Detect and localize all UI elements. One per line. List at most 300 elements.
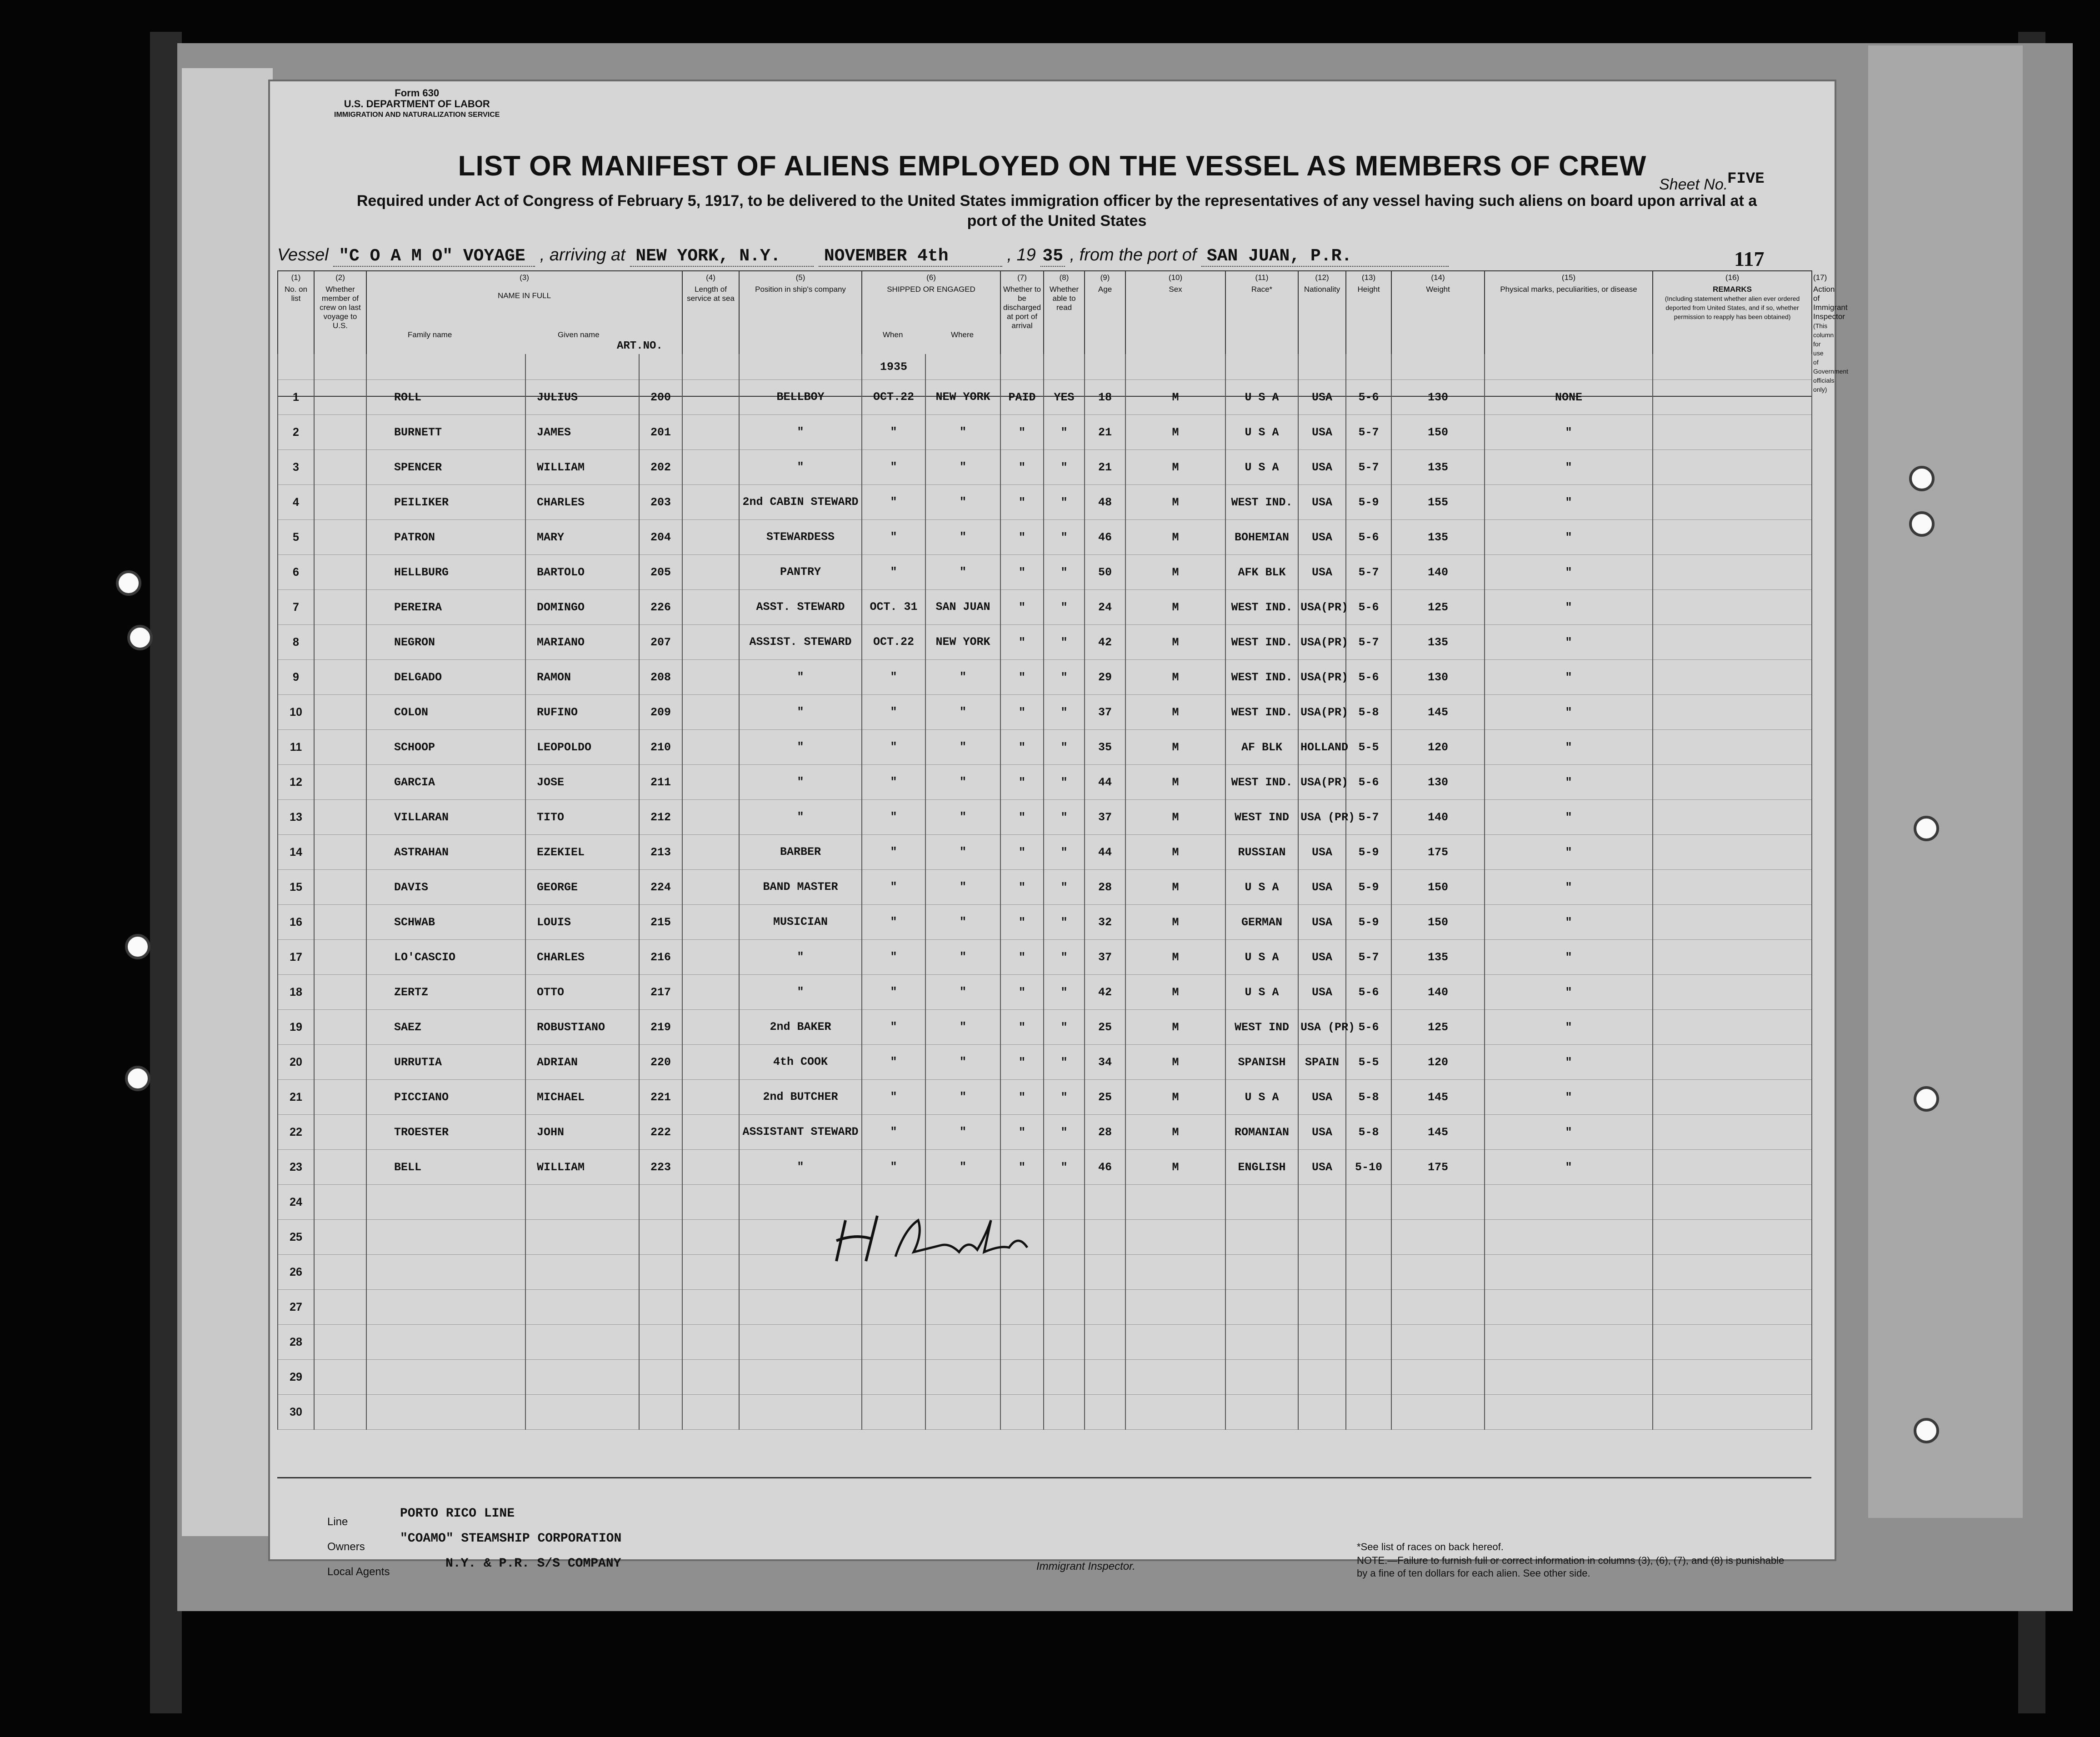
race: AF BLK [1225, 730, 1298, 765]
blank-row [278, 1185, 1812, 1220]
race: ROMANIAN [1225, 1115, 1298, 1150]
shipped-where: " [925, 695, 1000, 730]
empty-cell [525, 1360, 639, 1395]
empty-cell [1225, 1290, 1298, 1325]
empty-cell [1125, 1290, 1225, 1325]
sheet-number-label: Sheet No. [1659, 176, 1728, 193]
discharged: " [1000, 1045, 1044, 1080]
age: 25 [1085, 1010, 1125, 1045]
race: WEST IND. [1225, 590, 1298, 625]
empty-cell [1225, 1220, 1298, 1255]
shipped-when: " [862, 660, 925, 695]
discharged: " [1000, 765, 1044, 800]
crew-row [278, 485, 1812, 520]
art-number: 211 [639, 765, 682, 800]
sex: M [1125, 660, 1225, 695]
physical-marks: " [1485, 765, 1653, 800]
remarks-cell [1653, 800, 1812, 835]
crew-row [278, 1150, 1812, 1185]
remarks-cell [1653, 940, 1812, 975]
footer-owners-value: "COAMO" STEAMSHIP CORPORATION [400, 1532, 622, 1546]
shipped-where: " [925, 730, 1000, 765]
shipped-when: " [862, 450, 925, 485]
race: WEST IND. [1225, 485, 1298, 520]
row-number: 11 [278, 730, 314, 765]
discharged: " [1000, 485, 1044, 520]
row-number: 19 [278, 1010, 314, 1045]
blank-row [278, 1255, 1812, 1290]
empty-cell [525, 1220, 639, 1255]
binder-strip-left [182, 68, 273, 1536]
position: " [739, 765, 862, 800]
last-voyage-cell [314, 975, 366, 1010]
last-voyage-cell [314, 415, 366, 450]
row-number: 6 [278, 555, 314, 590]
able-to-read: " [1044, 695, 1085, 730]
crew-table [277, 354, 1812, 1430]
family-name: SPENCER [366, 450, 525, 485]
crew-row [278, 905, 1812, 940]
sex: M [1125, 1150, 1225, 1185]
empty-cell [1044, 1325, 1085, 1360]
empty-cell [1000, 1325, 1044, 1360]
family-name: BURNETT [366, 415, 525, 450]
blank-row [278, 1395, 1812, 1430]
position: 2nd CABIN STEWARD [739, 485, 862, 520]
empty-cell [525, 1185, 639, 1220]
art-number: 201 [639, 415, 682, 450]
empty-cell [1653, 1220, 1812, 1255]
race: SPANISH [1225, 1045, 1298, 1080]
empty-cell [525, 1325, 639, 1360]
agency-line-1: U.S. DEPARTMENT OF LABOR [344, 98, 490, 110]
last-voyage-cell [314, 695, 366, 730]
family-name: SCHWAB [366, 905, 525, 940]
service-length-cell [682, 835, 739, 870]
given-name: ROBUSTIANO [525, 1010, 639, 1045]
last-voyage-cell [314, 800, 366, 835]
empty-cell [1346, 1360, 1391, 1395]
row-number: 13 [278, 800, 314, 835]
sex: M [1125, 555, 1225, 590]
shipped-when: " [862, 905, 925, 940]
nationality: USA [1298, 450, 1346, 485]
weight: 175 [1391, 835, 1485, 870]
art-number: 202 [639, 450, 682, 485]
empty-cell [1346, 1290, 1391, 1325]
service-length-cell [682, 660, 739, 695]
shipped-when: " [862, 870, 925, 905]
service-length-cell [682, 1115, 739, 1150]
header-sex: (10) Sex [1125, 271, 1225, 396]
remarks-cell [1653, 975, 1812, 1010]
race: ENGLISH [1225, 1150, 1298, 1185]
empty-cell [639, 1255, 682, 1290]
shipped-where: " [925, 975, 1000, 1010]
weight: 140 [1391, 555, 1485, 590]
race: WEST IND. [1225, 625, 1298, 660]
sex: M [1125, 380, 1225, 415]
discharged: " [1000, 800, 1044, 835]
header-age: (9) Age [1085, 271, 1125, 396]
weight: 135 [1391, 625, 1485, 660]
empty-cell [1298, 1290, 1346, 1325]
sex: M [1125, 1115, 1225, 1150]
given-name: GEORGE [525, 870, 639, 905]
nationality: USA [1298, 1150, 1346, 1185]
empty-cell [1225, 1325, 1298, 1360]
able-to-read: " [1044, 765, 1085, 800]
position: BAND MASTER [739, 870, 862, 905]
empty-cell [682, 1290, 739, 1325]
position: MUSICIAN [739, 905, 862, 940]
row-number: 15 [278, 870, 314, 905]
art-number: 217 [639, 975, 682, 1010]
empty-cell [1298, 1360, 1346, 1395]
binder-hole [1909, 466, 1935, 491]
position: 2nd BUTCHER [739, 1080, 862, 1115]
empty-cell [1085, 1325, 1125, 1360]
physical-marks: NONE [1485, 380, 1653, 415]
shipped-where: " [925, 765, 1000, 800]
service-length-cell [682, 975, 739, 1010]
family-name: TROESTER [366, 1115, 525, 1150]
age: 34 [1085, 1045, 1125, 1080]
footer-line-label: Line [327, 1516, 348, 1528]
given-name: ADRIAN [525, 1045, 639, 1080]
row-number: 4 [278, 485, 314, 520]
shipped-when: " [862, 940, 925, 975]
age: 35 [1085, 730, 1125, 765]
able-to-read: " [1044, 905, 1085, 940]
physical-marks: " [1485, 835, 1653, 870]
remarks-cell [1653, 555, 1812, 590]
empty-cell [862, 1360, 925, 1395]
discharged: " [1000, 835, 1044, 870]
empty-cell [1085, 1290, 1125, 1325]
remarks-cell [1653, 415, 1812, 450]
nationality: USA [1298, 1115, 1346, 1150]
crew-row [278, 520, 1812, 555]
sex: M [1125, 975, 1225, 1010]
position: " [739, 695, 862, 730]
age: 42 [1085, 975, 1125, 1010]
race: WEST IND. [1225, 660, 1298, 695]
family-name: PEILIKER [366, 485, 525, 520]
age: 44 [1085, 765, 1125, 800]
empty-cell [1044, 1185, 1085, 1220]
height: 5-7 [1346, 940, 1391, 975]
empty-cell [1485, 1220, 1653, 1255]
empty-cell [1485, 1255, 1653, 1290]
empty-cell [366, 1395, 525, 1430]
blank-row [278, 1290, 1812, 1325]
last-voyage-cell [314, 555, 366, 590]
position: BELLBOY [739, 380, 862, 415]
empty-cell [1653, 1360, 1812, 1395]
height: 5-6 [1346, 590, 1391, 625]
physical-marks: " [1485, 870, 1653, 905]
physical-marks: " [1485, 520, 1653, 555]
remarks-cell [1653, 905, 1812, 940]
given-name: MARY [525, 520, 639, 555]
empty-cell [639, 1325, 682, 1360]
last-voyage-cell [314, 450, 366, 485]
header-nationality: (12) Nationality [1298, 271, 1346, 396]
position: " [739, 1150, 862, 1185]
able-to-read: " [1044, 835, 1085, 870]
empty-cell [366, 1360, 525, 1395]
empty-cell [1085, 1185, 1125, 1220]
row-number: 7 [278, 590, 314, 625]
physical-marks: " [1485, 1080, 1653, 1115]
empty-cell [1391, 1255, 1485, 1290]
remarks-cell [1653, 695, 1812, 730]
header-length-service: (4) Length of service at sea [682, 271, 739, 396]
crew-row [278, 695, 1812, 730]
given-name: RAMON [525, 660, 639, 695]
given-name: RUFINO [525, 695, 639, 730]
empty-cell [739, 1395, 862, 1430]
row-number: 22 [278, 1115, 314, 1150]
crew-row [278, 555, 1812, 590]
shipped-where: " [925, 1045, 1000, 1080]
given-name: LEOPOLDO [525, 730, 639, 765]
weight: 125 [1391, 1010, 1485, 1045]
row-number: 29 [278, 1360, 314, 1395]
nationality: USA [1298, 520, 1346, 555]
family-name: SAEZ [366, 1010, 525, 1045]
position: " [739, 975, 862, 1010]
physical-marks: " [1485, 450, 1653, 485]
given-name: JAMES [525, 415, 639, 450]
shipped-when: " [862, 1115, 925, 1150]
empty-cell [682, 1325, 739, 1360]
race: U S A [1225, 380, 1298, 415]
age: 32 [1085, 905, 1125, 940]
family-name: COLON [366, 695, 525, 730]
empty-cell [1346, 1325, 1391, 1360]
sex: M [1125, 730, 1225, 765]
empty-cell [862, 1395, 925, 1430]
blank-row [278, 1360, 1812, 1395]
height: 5-6 [1346, 380, 1391, 415]
art-number: 210 [639, 730, 682, 765]
crew-row [278, 660, 1812, 695]
nationality: USA(PR) [1298, 765, 1346, 800]
weight: 150 [1391, 905, 1485, 940]
able-to-read: " [1044, 940, 1085, 975]
row-number: 10 [278, 695, 314, 730]
sex: M [1125, 450, 1225, 485]
empty-cell [1085, 1395, 1125, 1430]
shipped-where: " [925, 660, 1000, 695]
service-length-cell [682, 485, 739, 520]
form-number-block [334, 88, 500, 120]
last-voyage-cell [314, 905, 366, 940]
height: 5-9 [1346, 870, 1391, 905]
arriving-label: , arriving at [540, 245, 625, 265]
weight: 145 [1391, 1080, 1485, 1115]
empty-cell [1391, 1220, 1485, 1255]
header-remarks: (16) REMARKS (Including statement whether alien ever ordered deported from United States, and if so, whether permission to reapply has been obtained) [1653, 271, 1812, 396]
form-number: Form 630 [395, 87, 440, 99]
empty-cell [525, 1290, 639, 1325]
remarks-cell [1653, 590, 1812, 625]
discharged: " [1000, 695, 1044, 730]
empty-cell [1085, 1255, 1125, 1290]
position: " [739, 450, 862, 485]
remarks-cell [1653, 730, 1812, 765]
age: 28 [1085, 1115, 1125, 1150]
row-number: 12 [278, 765, 314, 800]
race: U S A [1225, 415, 1298, 450]
physical-marks: " [1485, 415, 1653, 450]
last-voyage-cell [314, 485, 366, 520]
empty-cell [1391, 1325, 1485, 1360]
weight: 120 [1391, 730, 1485, 765]
arriving-port: NEW YORK, N.Y. [630, 246, 814, 267]
binder-hole [116, 570, 141, 596]
row-number: 21 [278, 1080, 314, 1115]
crew-row [278, 835, 1812, 870]
shipped-when: " [862, 835, 925, 870]
header-family-name: Family name [408, 330, 452, 339]
last-voyage-cell [314, 660, 366, 695]
footer-agents-value: N.Y. & P.R. S/S COMPANY [445, 1557, 621, 1571]
nationality: USA(PR) [1298, 695, 1346, 730]
shipped-where: " [925, 520, 1000, 555]
discharged: " [1000, 520, 1044, 555]
age: 50 [1085, 555, 1125, 590]
position: " [739, 940, 862, 975]
crew-row [278, 380, 1812, 415]
nationality: USA [1298, 940, 1346, 975]
empty-cell [314, 1220, 366, 1255]
row-number: 30 [278, 1395, 314, 1430]
art-number: 220 [639, 1045, 682, 1080]
remarks-cell [1653, 520, 1812, 555]
height: 5-6 [1346, 765, 1391, 800]
art-number: 207 [639, 625, 682, 660]
race: WEST IND [1225, 1010, 1298, 1045]
physical-marks: " [1485, 1045, 1653, 1080]
empty-cell [314, 1395, 366, 1430]
physical-marks: " [1485, 730, 1653, 765]
empty-cell [1298, 1395, 1346, 1430]
empty-cell [739, 1325, 862, 1360]
empty-cell [314, 1360, 366, 1395]
row-number: 24 [278, 1185, 314, 1220]
footer-divider [277, 1477, 1811, 1478]
empty-cell [925, 1325, 1000, 1360]
header-name: (3) NAME IN FULL Family name Given name ART.NO. [366, 271, 682, 396]
shipped-when: OCT.22 [862, 380, 925, 415]
header-last-voyage: (2) Whether member of crew on last voyage to U.S. [314, 271, 366, 396]
art-number: 209 [639, 695, 682, 730]
nationality: USA (PR) [1298, 800, 1346, 835]
sex: M [1125, 625, 1225, 660]
weight: 135 [1391, 520, 1485, 555]
empty-cell [1346, 1185, 1391, 1220]
arrival-year: 35 [1040, 246, 1065, 267]
weight: 145 [1391, 695, 1485, 730]
empty-cell [1044, 1255, 1085, 1290]
empty-cell [1653, 1255, 1812, 1290]
shipped-when: " [862, 695, 925, 730]
service-length-cell [682, 695, 739, 730]
remarks-cell [1653, 835, 1812, 870]
height: 5-5 [1346, 1045, 1391, 1080]
nationality: USA [1298, 555, 1346, 590]
shipped-where: " [925, 1150, 1000, 1185]
last-voyage-cell [314, 730, 366, 765]
crew-row [278, 450, 1812, 485]
weight: 135 [1391, 450, 1485, 485]
service-length-cell [682, 870, 739, 905]
last-voyage-cell [314, 1150, 366, 1185]
able-to-read: " [1044, 625, 1085, 660]
able-to-read: " [1044, 870, 1085, 905]
footer-inspector-label: Immigrant Inspector. [1036, 1560, 1135, 1572]
remarks-cell [1653, 660, 1812, 695]
family-name: PEREIRA [366, 590, 525, 625]
binder-hole [125, 1066, 150, 1091]
position: " [739, 730, 862, 765]
art-number: 205 [639, 555, 682, 590]
service-length-cell [682, 905, 739, 940]
from-port-label: , from the port of [1070, 245, 1197, 265]
able-to-read: " [1044, 520, 1085, 555]
height: 5-8 [1346, 695, 1391, 730]
height: 5-9 [1346, 905, 1391, 940]
shipped-when: " [862, 1010, 925, 1045]
year-value: 1935 [862, 354, 925, 380]
last-voyage-cell [314, 765, 366, 800]
crew-row [278, 1010, 1812, 1045]
binder-hole [1914, 816, 1939, 841]
age: 46 [1085, 520, 1125, 555]
sheet-number: FIVE [1727, 170, 1765, 188]
age: 48 [1085, 485, 1125, 520]
empty-cell [639, 1220, 682, 1255]
remarks-cell [1653, 870, 1812, 905]
race: AFK BLK [1225, 555, 1298, 590]
weight: 140 [1391, 975, 1485, 1010]
height: 5-7 [1346, 625, 1391, 660]
nationality: USA(PR) [1298, 660, 1346, 695]
manifest-sheet [268, 80, 1849, 1579]
shipped-when: " [862, 520, 925, 555]
header-physical-marks: (15) Physical marks, peculiarities, or disease [1485, 271, 1653, 396]
empty-cell [1346, 1220, 1391, 1255]
shipped-when: OCT.22 [862, 625, 925, 660]
given-name: WILLIAM [525, 450, 639, 485]
sex: M [1125, 765, 1225, 800]
column-headers: (1) No. on list (2) Whether member of crew on last voyage to U.S. (3) NAME IN FULL Family name Given name ART.NO. (4) Length of service at sea (5) Position in ship's company (6) SHIPPED OR ENGAGED When Where (7) Whether to be discharged at port of arrival (8) Whether able to read (9) Age (10) Sex (11) Race* (12) Nationality (13) Height (14) Weight (15) Physical marks, peculiarities, or disease (16) REMARKS (Including statement whether alien ever ordered deported from United States, and if so, whether permission to reapply has been obtained) (17) Action of Immigrant Inspector (This column for use of Government officials only) [277, 270, 1812, 397]
empty-cell [682, 1360, 739, 1395]
sex: M [1125, 1010, 1225, 1045]
given-name: JOHN [525, 1115, 639, 1150]
empty-cell [682, 1395, 739, 1430]
race: U S A [1225, 1080, 1298, 1115]
position: PANTRY [739, 555, 862, 590]
physical-marks: " [1485, 1115, 1653, 1150]
discharged: " [1000, 450, 1044, 485]
row-number: 17 [278, 940, 314, 975]
age: 21 [1085, 450, 1125, 485]
shipped-when: " [862, 765, 925, 800]
